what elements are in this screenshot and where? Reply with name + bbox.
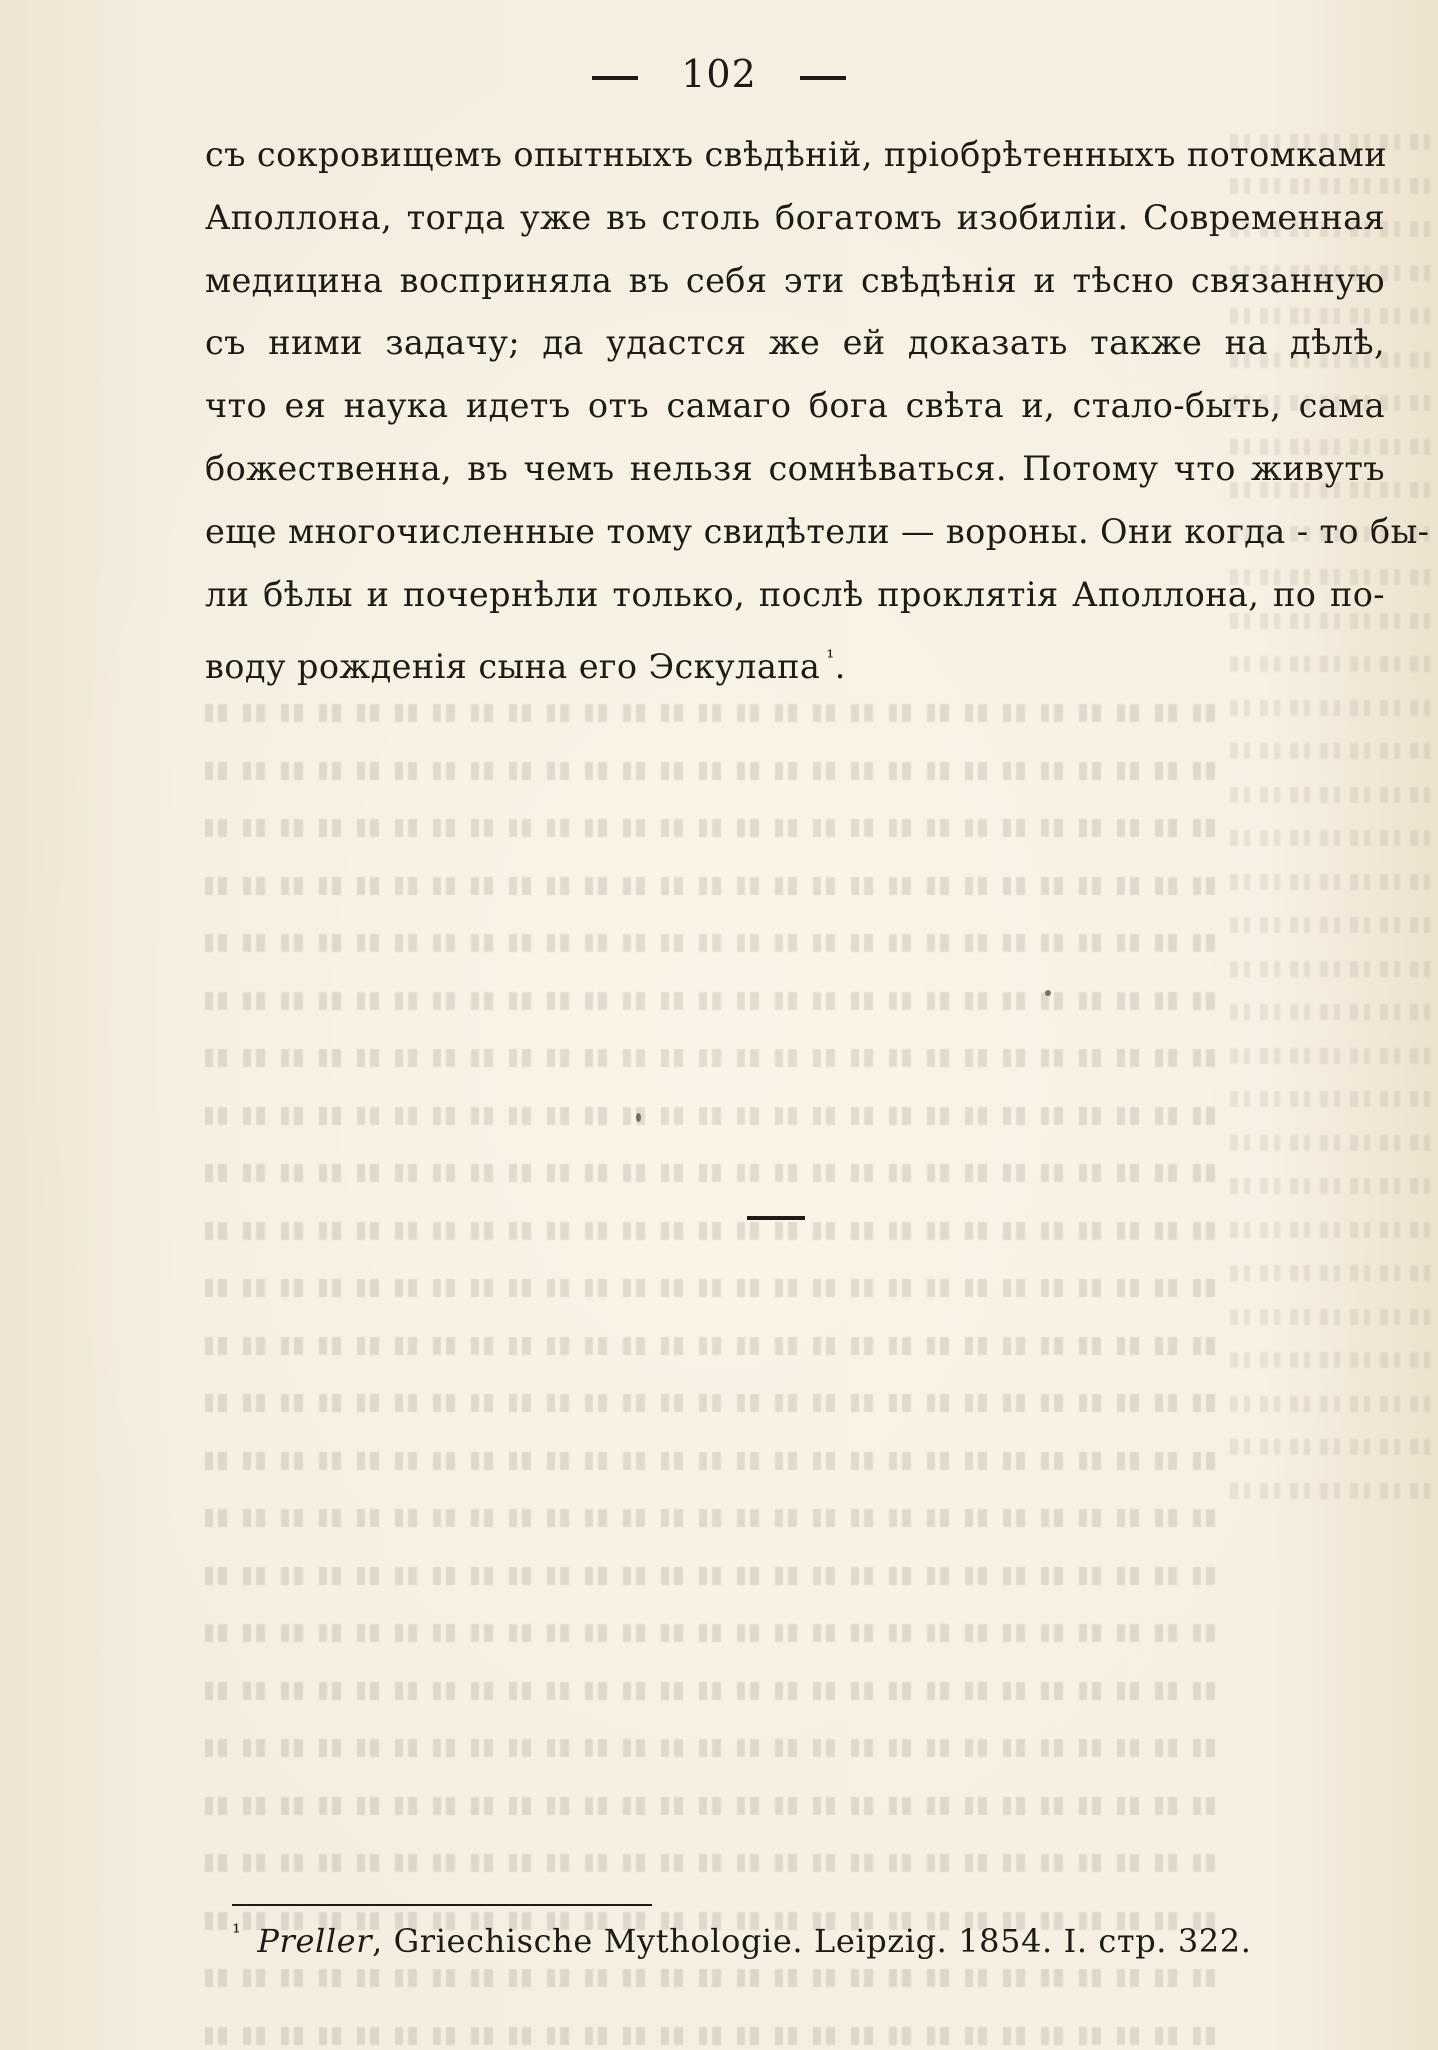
footnote-mark: ¹ (232, 1921, 242, 1946)
text-line-last (205, 626, 1385, 699)
text-line: божественна, въ чемъ нельзя сомнѣваться. Потому что живутъ (205, 448, 1385, 488)
text-line: еще многочисленные тому свидѣтели — вороны. Они когда - то бы- (205, 511, 1430, 551)
bleed-through-reverse-text (205, 690, 1215, 2050)
section-divider (747, 1216, 805, 1220)
footnote-reference[interactable]: ¹ (826, 645, 835, 670)
text-line: медицина восприняла въ себя эти свѣдѣнія и тѣсно связанную (205, 260, 1385, 300)
text-line: съ ними задачу; да удастся же ей доказать также на дѣлѣ, (205, 323, 1385, 363)
footnote-text: , Griechische Mythologie. Leipzig. 1854. I. стр. 322. (372, 1922, 1252, 1960)
footnote-author: Preller (257, 1922, 373, 1960)
header-dash-left (592, 76, 638, 80)
paper-speck (1045, 990, 1051, 996)
page-number: 102 (681, 52, 757, 96)
text-line: ли бѣлы и почернѣли только, послѣ проклятія Аполлона, по по- (205, 574, 1385, 614)
page-header (0, 52, 1438, 96)
header-dash-right (800, 76, 846, 80)
sentence-end: . (834, 647, 846, 687)
text-line: Аполлона, тогда уже въ столь богатомъ изобиліи. Современная (205, 197, 1385, 237)
paper-speck (636, 1113, 641, 1122)
footnote (232, 1912, 1372, 1963)
text-line: что ея наука идетъ отъ самаго бога свѣта и, стало-быть, сама (205, 386, 1385, 426)
text-line: съ сокровищемъ опытныхъ свѣдѣній, пріобрѣтенныхъ потомками (205, 135, 1387, 174)
text-line-content: воду рожденія сына его Эскулапа (205, 647, 821, 687)
body-paragraph (205, 124, 1430, 699)
footnote-separator (232, 1904, 652, 1906)
